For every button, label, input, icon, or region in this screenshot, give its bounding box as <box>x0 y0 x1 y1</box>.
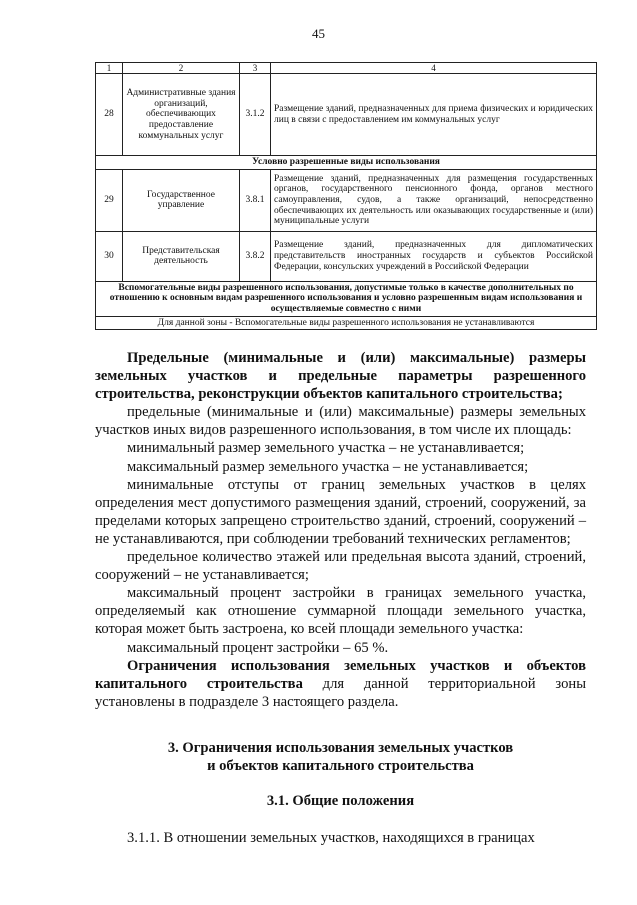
paragraph: минимальный размер земельного участка – не устанавливается; <box>127 440 525 457</box>
paragraph <box>95 657 586 711</box>
paragraph: минимальные отступы от границ земельных участков в целях определения мест допустимого размещения зданий, строений, сооружений, за пределами которых запрещено строительство зданий, строений, сооружений – не устанавливаются, при соблюдении требований технических регламентов; <box>95 476 586 547</box>
row-number: 30 <box>96 231 123 281</box>
body-text <box>95 349 586 711</box>
table-row <box>96 231 597 281</box>
note-row <box>96 316 597 330</box>
clause-3-1-1: 3.1.1. В отношении земельных участков, находящихся в границах <box>127 830 535 846</box>
header-cell: 2 <box>123 63 240 74</box>
section-title: Вспомогательные виды разрешенного использования, допустимые только в качестве дополнительных по отношению к основным видам разрешенного использования и условно разрешенным видам использования и осуществляемые совместно с ними <box>96 281 597 316</box>
paragraph-bold-part: Ограничения использования земельных участков и объектов капитального строительства <box>95 657 586 692</box>
paragraph: максимальный размер земельного участка – не устанавливается; <box>127 458 529 475</box>
paragraph: предельные (минимальные и (или) максимальные) размеры земельных участков иных видов разрешенного использования, в том числе их площадь: <box>95 404 586 439</box>
use-code: 3.8.1 <box>240 169 271 231</box>
table-row <box>96 74 597 156</box>
use-description: Размещение зданий, предназначенных для дипломатических представительств иностранных государств и субъектов Российской Федерации, консульских учреждений в Российской Федерации <box>271 231 597 281</box>
heading-line: 3. Ограничения использования земельных участков <box>167 740 514 756</box>
heading-line: и объектов капитального строительства <box>207 758 474 775</box>
paragraph: максимальный процент застройки – 65 %. <box>127 639 389 656</box>
paragraph: предельное количество этажей или предельная высота зданий, строений, сооружений – не устанавливается; <box>95 549 586 584</box>
section-title: Условно разрешенные виды использования <box>96 156 597 170</box>
use-description: Размещение зданий, предназначенных для размещения государственных органов, государственного пенсионного фонда, органов местного самоуправления, судов, а также организаций, непосредственно обеспечивающих их деятельность или оказывающих государственные и (или) муниципальные услуги <box>271 169 597 231</box>
permitted-use-table <box>95 62 597 330</box>
section-heading-3 <box>95 739 586 775</box>
section-auxiliary-row <box>96 281 597 316</box>
use-name: Административные здания организаций, обеспечивающих предоставление коммунальных услуг <box>123 74 240 156</box>
header-cell: 3 <box>240 63 271 74</box>
paragraph: максимальный процент застройки в границах земельного участка, определяемый как отношение суммарной площади земельного участка, которая может быть застроена, ко всей площади земельного участка: <box>95 585 586 638</box>
paragraph: Предельные (минимальные и (или) максимальные) размеры земельных участков и предельные параметры разрешенного строительства, реконструкции объектов капитального строительства; <box>95 350 586 403</box>
section-conditional-row <box>96 156 597 170</box>
use-name: Государственное управление <box>123 169 240 231</box>
row-number: 28 <box>96 74 123 156</box>
header-cell: 4 <box>271 63 597 74</box>
page-number: 45 <box>312 26 325 41</box>
use-code: 3.8.2 <box>240 231 271 281</box>
use-name: Представительская деятельность <box>123 231 240 281</box>
table-header-row <box>96 63 597 74</box>
use-description: Размещение зданий, предназначенных для приема физических и юридических лиц в связи с предоставлением им коммунальных услуг <box>271 74 597 156</box>
paragraph-rest: для данной территориальной зоны установлены в подразделе 3 настоящего раздела. <box>95 675 586 710</box>
subsection-heading-3-1: 3.1. Общие положения <box>266 793 415 809</box>
use-code: 3.1.2 <box>240 74 271 156</box>
header-cell: 1 <box>96 63 123 74</box>
note-text: Для данной зоны - Вспомогательные виды разрешенного использования не устанавливаются <box>96 316 597 330</box>
table-row <box>96 169 597 231</box>
row-number: 29 <box>96 169 123 231</box>
